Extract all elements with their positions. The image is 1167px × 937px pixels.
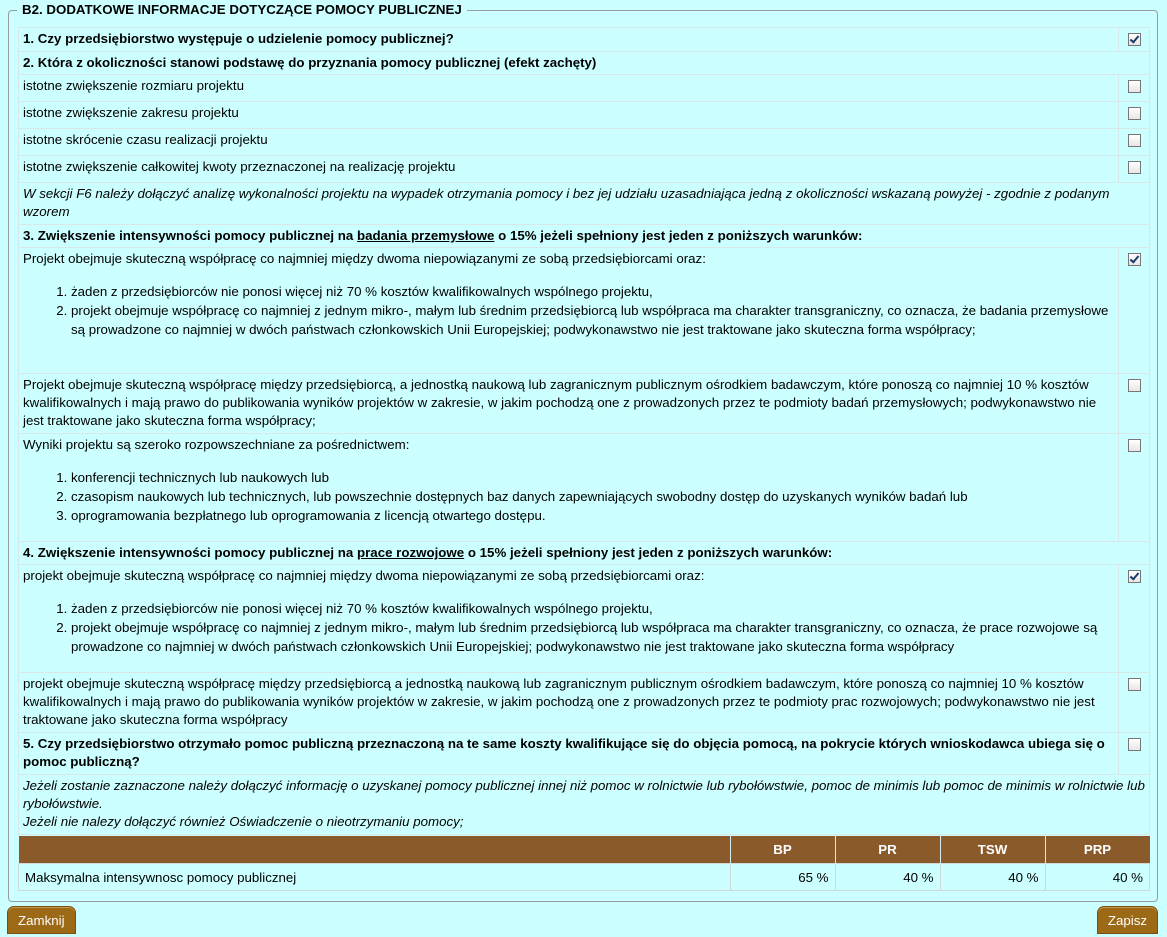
q3-option-3-checkbox[interactable]: [1128, 439, 1141, 452]
q4-option-1-intro: projekt obejmuje skuteczną współpracę co najmniej między dwoma niepowiązanymi ze sobą przedsiębiorcami oraz:: [23, 568, 705, 583]
q2-option-1-checkbox[interactable]: [1128, 80, 1141, 93]
q3-option-3-intro: Wyniki projektu są szeroko rozpowszechniane za pośrednictwem:: [23, 437, 410, 452]
list-item: 1. żaden z przedsiębiorców nie ponosi więcej niż 70 % kosztów kwalifikowalnych wspólnego projektu,: [71, 282, 1114, 301]
close-button[interactable]: Zamknij: [7, 906, 76, 934]
list-item: 1. konferencji technicznych lub naukowych lub: [71, 468, 1114, 487]
q2-option-4: istotne zwiększenie całkowitej kwoty przeznaczonej na realizację projektu: [19, 156, 1119, 183]
intensity-row-label: Maksymalna intensywnosc pomocy publicznej: [19, 864, 731, 891]
q5-checkbox[interactable]: [1128, 738, 1141, 751]
header-tsw: TSW: [940, 836, 1045, 864]
q1-checkbox[interactable]: [1128, 33, 1141, 46]
q4-link-prace[interactable]: prace rozwojowe: [357, 545, 465, 560]
q3-option-1: [19, 248, 1119, 374]
q2-option-2: istotne zwiększenie zakresu projektu: [19, 102, 1119, 129]
q3-link-badania[interactable]: badania przemysłowe: [357, 228, 495, 243]
list-item: 1. żaden z przedsiębiorców nie ponosi więcej niż 70 % kosztów kwalifikowalnych wspólnego projektu,: [71, 599, 1114, 618]
list-item: 3. oprogramowania bezpłatnego lub oprogramowania z licencją otwartego dostępu.: [71, 506, 1114, 525]
q2-note: W sekcji F6 należy dołączyć analizę wykonalności projektu na wypadek otrzymania pomocy i bez jej udziału uzasadniająca jedną z okoliczności wskazaną powyżej - zgodnie z podanym wzorem: [19, 183, 1150, 225]
list-item: 2. projekt obejmuje współpracę co najmniej z jednym mikro-, małym lub średnim przedsiębiorcą lub współpraca ma charakter transgraniczny, co oznacza, że prace rozwojowe są prowadzone co najmniej w dwóch państwach członkowskich Unii Europejskiej; podwykonawstwo nie jest traktowane jako skuteczna forma współpracy: [71, 618, 1114, 656]
q2-option-3: istotne skrócenie czasu realizacji projektu: [19, 129, 1119, 156]
q5-note: [19, 775, 1150, 835]
q4-option-1: [19, 565, 1119, 673]
list-item: 2. projekt obejmuje współpracę co najmniej z jednym mikro-, małym lub średnim przedsiębiorcą lub współpraca ma charakter transgraniczny, co oznacza, że badania przemysłowe są prowadzone co najmniej w dwóch państwach członkowskich Unii Europejskiej; podwykonawstwo nie jest traktowane jako skuteczna forma współpracy;: [71, 301, 1114, 339]
q4-option-2: projekt obejmuje skuteczną współpracę między przedsiębiorcą a jednostką naukową lub zagranicznym publicznym ośrodkiem badawczym, które ponoszą co najmniej 10 % kosztów kwalifikowalnych i mają prawo do publikowania wyników projektów w zakresie, w jakim pochodzą one z prowadzonych przez te podmioty prac rozwojowych; podwykonawstwo nie jest traktowane jako skuteczna forma współpracy: [19, 673, 1119, 733]
header-pr: PR: [835, 836, 940, 864]
q2-option-4-checkbox[interactable]: [1128, 161, 1141, 174]
value-tsw: 40 %: [940, 864, 1045, 891]
q4-label: 4. Zwiększenie intensywności pomocy publicznej na prace rozwojowe o 15% jeżeli spełniony jest jeden z poniższych warunków:: [19, 542, 1150, 565]
value-bp: 65 %: [730, 864, 835, 891]
header-prp: PRP: [1045, 836, 1150, 864]
q3-option-3: [19, 434, 1119, 542]
q2-option-2-checkbox[interactable]: [1128, 107, 1141, 120]
q5-label: 5. Czy przedsiębiorstwo otrzymało pomoc publiczną przeznaczoną na te same koszty kwalifikujące się do objęcia pomocą, na pokrycie których wnioskodawca ubiega się o pomoc publiczną?: [19, 733, 1119, 775]
list-item: 2. czasopism naukowych lub technicznych, lub powszechnie dostępnych baz danych zapewniających swobodny dostęp do uzyskanych wyników badań lub: [71, 487, 1114, 506]
q3-option-2: Projekt obejmuje skuteczną współpracę między przedsiębiorcą, a jednostką naukową lub zagranicznym publicznym ośrodkiem badawczym, które ponoszą co najmniej 10 % kosztów kwalifikowalnych i mają prawo do publikowania wyników projektów w zakresie, w jakim pochodzą one z prowadzonych przez te podmioty badań przemysłowych; podwykonawstwo nie jest traktowane jako skuteczna forma współpracy;: [19, 374, 1119, 434]
save-button[interactable]: Zapisz: [1097, 906, 1158, 934]
value-prp: 40 %: [1045, 864, 1150, 891]
q4-option-1-checkbox[interactable]: [1128, 570, 1141, 583]
q4-option-2-checkbox[interactable]: [1128, 678, 1141, 691]
q5-note-line-1: Jeżeli zostanie zaznaczone należy dołączyć informację o uzyskanej pomocy publicznej innej niż pomoc w rolnictwie lub rybołówstwie, pomoc de minimis lub pomoc de minimis w rolnictwie lub rybołówstwie.: [23, 778, 1145, 811]
q5-note-line-2: Jeżeli nie nalezy dołączyć również Oświadczenie o nieotrzymaniu pomocy;: [23, 814, 464, 829]
q2-option-1: istotne zwiększenie rozmiaru projektu: [19, 75, 1119, 102]
value-pr: 40 %: [835, 864, 940, 891]
section-title: B2. DODATKOWE INFORMACJE DOTYCZĄCE POMOCY PUBLICZNEJ: [17, 2, 467, 17]
header-bp: BP: [730, 836, 835, 864]
q3-option-1-intro: Projekt obejmuje skuteczną współpracę co najmniej między dwoma niepowiązanymi ze sobą przedsiębiorcami oraz:: [23, 251, 706, 266]
q3-label: 3. Zwiększenie intensywności pomocy publicznej na badania przemysłowe o 15% jeżeli spełniony jest jeden z poniższych warunków:: [19, 225, 1150, 248]
public-aid-table: [18, 27, 1150, 835]
q3-option-2-checkbox[interactable]: [1128, 379, 1141, 392]
q1-checkbox-cell[interactable]: [1119, 28, 1150, 52]
q1-label: 1. Czy przedsiębiorstwo występuje o udzielenie pomocy publicznej?: [19, 28, 1119, 52]
q3-option-1-checkbox[interactable]: [1128, 253, 1141, 266]
q2-label: 2. Która z okoliczności stanowi podstawę do przyznania pomocy publicznej (efekt zachęty): [19, 52, 1150, 75]
q2-option-3-checkbox[interactable]: [1128, 134, 1141, 147]
intensity-table: [18, 836, 1150, 891]
